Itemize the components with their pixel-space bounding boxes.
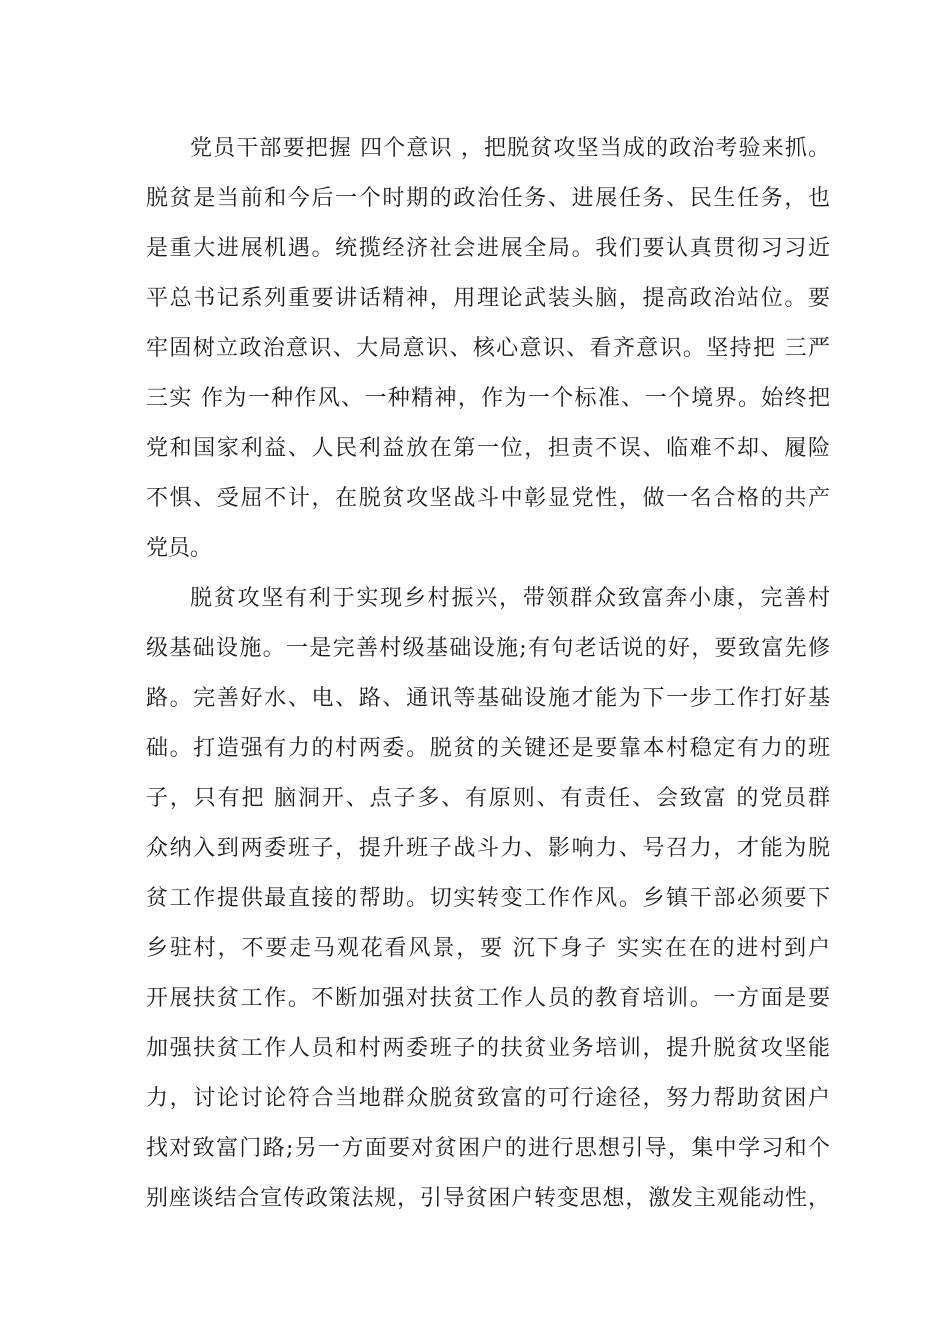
- paragraph-line: 党员。: [146, 536, 213, 561]
- paragraph-line: 路。完善好水、电、路、通讯等基础设施才能为下一步工作打好基: [146, 686, 830, 711]
- paragraph-line: 别座谈结合宣传政策法规，引导贫困户转变思想，激发主观能动性，: [146, 1186, 830, 1211]
- paragraph-line: 平总书记系列重要讲话精神，用理论武装头脑，提高政治站位。要: [146, 286, 830, 311]
- paragraph-line: 加强扶贫工作人员和村两委班子的扶贫业务培训，提升脱贫攻坚能: [146, 1036, 830, 1061]
- paragraph-line: 众纳入到两委班子，提升班子战斗力、影响力、号召力，才能为脱: [146, 836, 830, 861]
- paragraph-line: 牢固树立政治意识、大局意识、核心意识、看齐意识。坚持把 三严: [146, 336, 830, 361]
- paragraph-line: 是重大进展机遇。统揽经济社会进展全局。我们要认真贯彻习习近: [146, 236, 830, 261]
- paragraph-1: [146, 124, 830, 574]
- paragraph-line: 力，讨论讨论符合当地群众脱贫致富的可行途径，努力帮助贫困户: [146, 1086, 830, 1111]
- paragraph-line: 不惧、受屈不计，在脱贫攻坚战斗中彰显党性，做一名合格的共产: [146, 486, 830, 511]
- paragraph-line: 找对致富门路;另一方面要对贫困户的进行思想引导，集中学习和个: [146, 1136, 830, 1161]
- paragraph-line: 党和国家利益、人民利益放在第一位，担责不误、临难不却、履险: [146, 436, 830, 461]
- paragraph-line: 乡驻村，不要走马观花看风景，要 沉下身子 实实在在的进村到户: [146, 936, 830, 961]
- paragraph-line: 贫工作提供最直接的帮助。切实转变工作作风。乡镇干部必须要下: [146, 886, 830, 911]
- paragraph-line: 党员干部要把握 四个意识 ，把脱贫攻坚当成的政治考验来抓。: [190, 136, 830, 161]
- paragraph-line: 脱贫是当前和今后一个时期的政治任务、进展任务、民生任务，也: [146, 186, 830, 211]
- paragraph-line: 级基础设施。一是完善村级基础设施;有句老话说的好，要致富先修: [146, 636, 830, 661]
- paragraph-line: 础。打造强有力的村两委。脱贫的关键还是要靠本村稳定有力的班: [146, 736, 830, 761]
- paragraph-line: 子，只有把 脑洞开、点子多、有原则、有责任、会致富 的党员群: [146, 786, 830, 811]
- document-page: [146, 124, 830, 1224]
- paragraph-2: [146, 574, 830, 1224]
- paragraph-line: 脱贫攻坚有利于实现乡村振兴，带领群众致富奔小康，完善村: [190, 586, 830, 611]
- paragraph-line: 三实 作为一种作风、一种精神，作为一个标准、一个境界。始终把: [146, 386, 830, 411]
- paragraph-line: 开展扶贫工作。不断加强对扶贫工作人员的教育培训。一方面是要: [146, 986, 830, 1011]
